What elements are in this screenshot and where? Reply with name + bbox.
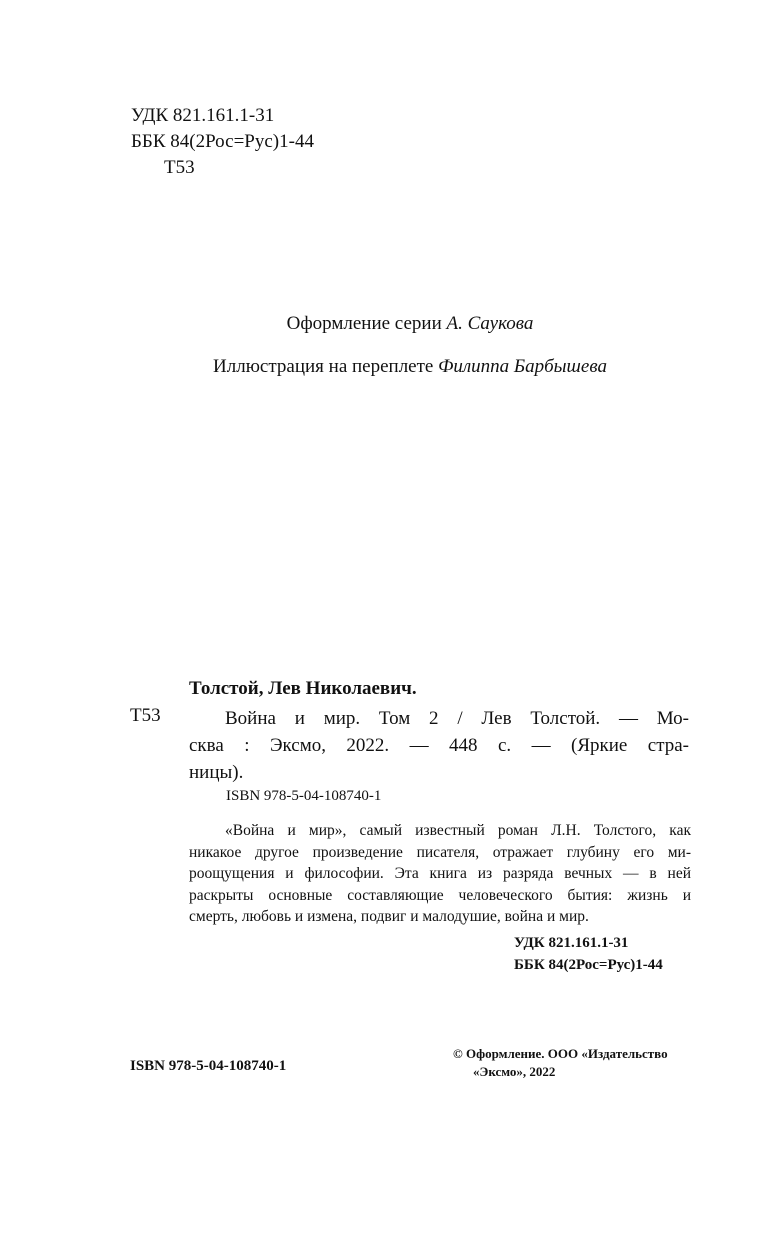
bbk-code: ББК 84(2Рос=Рус)1-44 xyxy=(131,131,314,152)
description-line: сква : Эксмо, 2022. — 448 с. — (Яркие стра- xyxy=(189,735,689,756)
catalog-classification-codes xyxy=(514,932,663,976)
cover-illustration-credit xyxy=(0,356,768,378)
annotation-line: «Война и мир», самый известный роман Л.Н. Толстого, как xyxy=(225,822,691,839)
description-line: Война и мир. Том 2 / Лев Толстой. — Мо- xyxy=(225,708,689,729)
catalog-bbk-code: ББК 84(2Рос=Рус)1-44 xyxy=(514,957,663,973)
description-line: ницы). xyxy=(189,762,244,783)
copyright-notice xyxy=(453,1045,668,1081)
udk-code: УДК 821.161.1-31 xyxy=(131,105,275,126)
author-mark: Т53 xyxy=(164,157,195,178)
cover-illustrator-name: Филиппа Барбышева xyxy=(438,356,607,377)
series-design-label: Оформление серии xyxy=(286,313,447,334)
series-design-credit xyxy=(0,313,768,335)
annotation-line: раскрыты основные составляющие человеческого бытия: жизнь и xyxy=(189,886,691,904)
catalog-isbn: ISBN 978-5-04-108740-1 xyxy=(226,788,382,804)
catalog-author-mark: Т53 xyxy=(130,705,161,726)
annotation-line: никакое другое произведение писателя, отражает глубину его ми- xyxy=(189,843,691,861)
series-designer-name: А. Саукова xyxy=(446,313,534,334)
annotation-line: роощущения и философии. Эта книга из разряда вечных — в ней xyxy=(189,865,691,882)
copyright-line: © Оформление. ООО «Издательство xyxy=(453,1046,668,1061)
catalog-author: Толстой, Лев Николаевич. xyxy=(189,678,417,699)
book-annotation xyxy=(189,820,691,928)
footer-isbn: ISBN 978-5-04-108740-1 xyxy=(130,1058,287,1074)
top-classification-codes xyxy=(131,103,314,181)
cover-illustration-label: Иллюстрация на переплете xyxy=(213,356,439,377)
catalog-description xyxy=(189,705,689,786)
catalog-udk-code: УДК 821.161.1-31 xyxy=(514,935,629,951)
annotation-line: смерть, любовь и измена, подвиг и малодушие, война и мир. xyxy=(189,908,589,925)
copyright-line: «Эксмо», 2022 xyxy=(473,1064,556,1079)
